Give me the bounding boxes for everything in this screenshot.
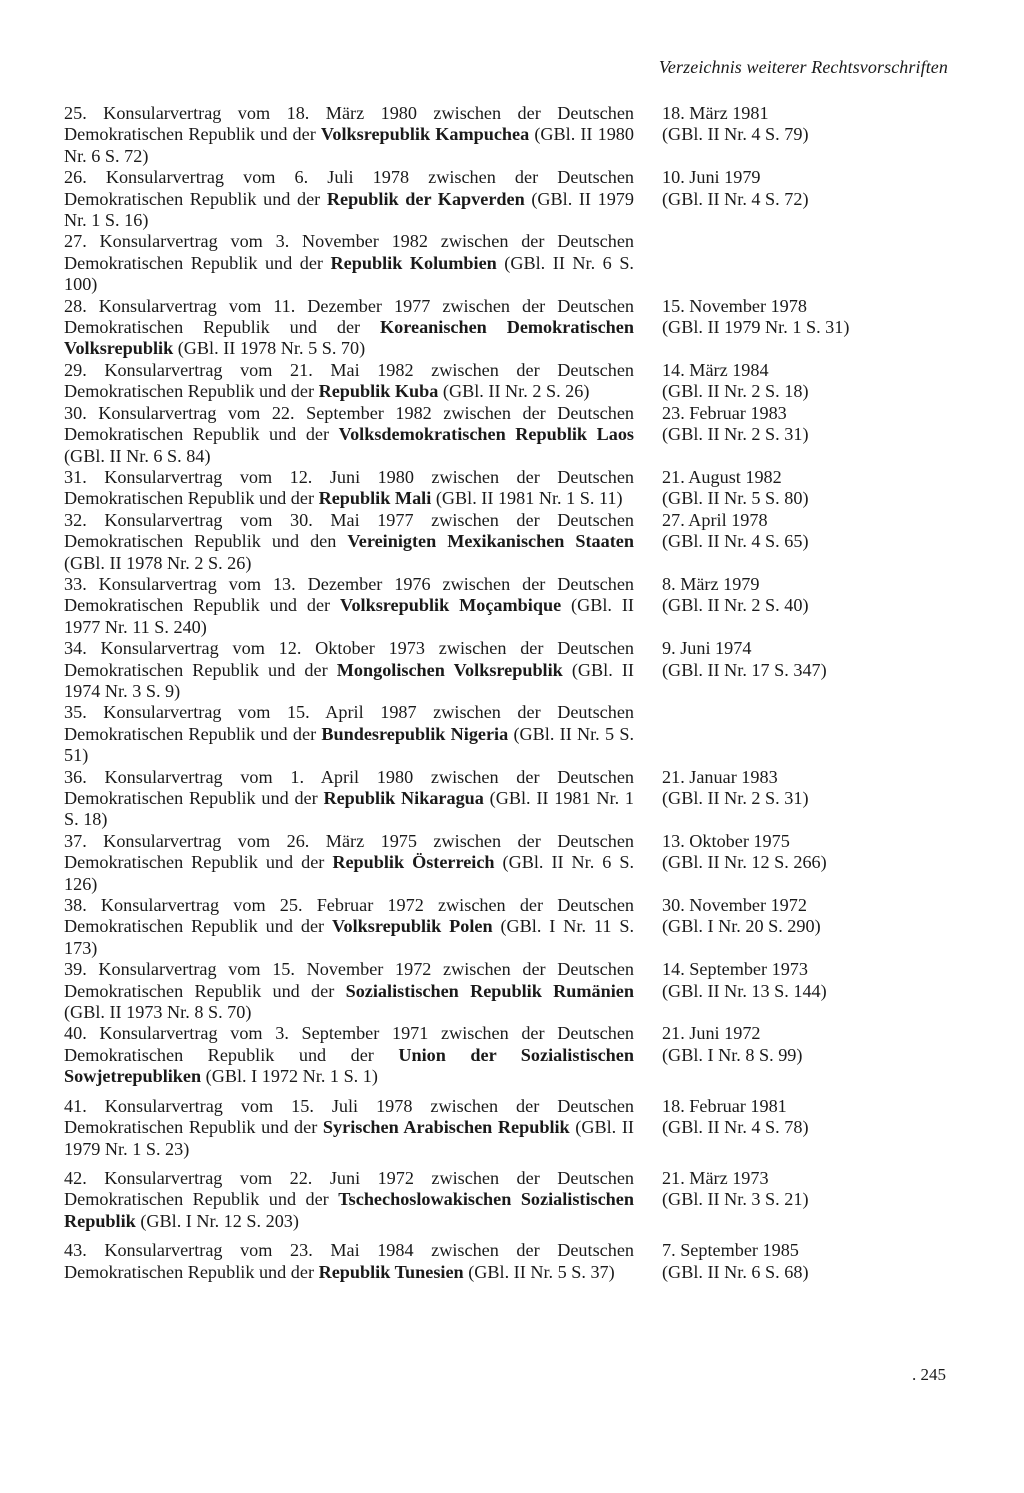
treaty-partner: Mongolischen Volksrepublik — [336, 659, 563, 680]
effective-date: 18. März 1981 — [662, 103, 769, 123]
list-item — [64, 231, 944, 295]
list-item — [64, 895, 944, 959]
treaty-partner: Volksrepublik Moçambique — [340, 595, 562, 616]
effective-date: 21. Januar 1983 — [662, 766, 778, 787]
effective-date: 27. April 1978 — [662, 509, 768, 530]
entry-into-force — [662, 959, 902, 1023]
effective-date: 14. September 1973 — [662, 959, 808, 980]
treaty-partner: Bundesrepublik Nigeria — [321, 723, 509, 744]
treaty-partner: Republik der Kapverden — [326, 188, 525, 209]
gazette-reference: (GBl. II Nr. 17 S. 347) — [662, 659, 827, 680]
page-number: . 245 — [912, 1365, 946, 1384]
entry-into-force — [662, 702, 902, 766]
gazette-reference: (GBl. II Nr. 13 S. 144) — [662, 980, 827, 1001]
gazette-reference: (GBl. II Nr. 4 S. 78) — [662, 1117, 809, 1138]
list-item — [64, 360, 944, 403]
list-item — [64, 167, 944, 231]
treaty-description: 26. Konsularvertrag vom 6. Juli 1978 zwischen der Deutschen Demokratischen Republik und der Republik der Kapverden (GBl. II 1979 Nr. 1 S. 16) — [64, 167, 634, 231]
effective-date: 7. September 1985 — [662, 1240, 799, 1261]
treaty-description: 41. Konsularvertrag vom 15. Juli 1978 zwischen der Deutschen Demokratischen Republik und der Syrischen Arabischen Republik (GBl. II 1979 Nr. 1 S. 23) — [64, 1095, 634, 1159]
gazette-reference: (GBl. II Nr. 5 S. 80) — [662, 488, 809, 509]
effective-date: 30. November 1972 — [662, 895, 807, 916]
effective-date: 13. Oktober 1975 — [662, 830, 790, 851]
gazette-reference: (GBl. I Nr. 8 S. 99) — [662, 1044, 803, 1065]
treaty-partner: Republik Kuba — [318, 381, 439, 402]
gazette-reference: (GBl. II Nr. 3 S. 21) — [662, 1189, 809, 1210]
effective-date: 21. Juni 1972 — [662, 1023, 761, 1044]
entry-into-force — [662, 1096, 902, 1160]
gazette-reference: (GBl. II Nr. 2 S. 31) — [662, 424, 809, 445]
treaty-partner: Volksrepublik Kampuchea — [320, 124, 530, 145]
treaty-description: 36. Konsularvertrag vom 1. April 1980 zwischen der Deutschen Demokratischen Republik und der Republik Nikaragua (GBl. II 1981 Nr. 1 S. 18) — [64, 766, 634, 830]
gazette-reference: (GBl. II Nr. 12 S. 266) — [662, 852, 827, 873]
treaty-partner: Vereinigten Mexikanischen Staaten — [347, 531, 634, 552]
entry-into-force — [662, 296, 902, 360]
entry-into-force — [662, 360, 902, 403]
list-item — [64, 574, 944, 638]
treaty-list — [64, 103, 944, 1283]
effective-date: 23. Februar 1983 — [662, 402, 787, 423]
effective-date: 21. August 1982 — [662, 466, 782, 487]
treaty-description: 33. Konsularvertrag vom 13. Dezember 1976 zwischen der Deutschen Demokratischen Republik und der Volksrepublik Moçambique (GBl. II 1977 Nr. 11 S. 240) — [64, 573, 634, 637]
treaty-description: 32. Konsularvertrag vom 30. Mai 1977 zwischen der Deutschen Demokratischen Republik und den Vereinigten Mexikanischen Staaten (GBl. II 1978 Nr. 2 S. 26) — [64, 509, 634, 573]
treaty-partner: Volksrepublik Polen — [332, 916, 493, 937]
list-item — [64, 103, 944, 167]
effective-date: 14. März 1984 — [662, 359, 769, 380]
list-item — [64, 1168, 944, 1232]
treaty-partner: Republik Mali — [318, 488, 432, 509]
treaty-description: 29. Konsularvertrag vom 21. Mai 1982 zwischen der Deutschen Demokratischen Republik und der Republik Kuba (GBl. II Nr. 2 S. 26) — [64, 359, 634, 402]
treaty-description: 25. Konsularvertrag vom 18. März 1980 zwischen der Deutschen Demokratischen Republik und der Volksrepublik Kampuchea (GBl. II 1980 Nr. 6 S. 72) — [64, 103, 634, 166]
treaty-partner: Republik Nikaragua — [323, 788, 484, 808]
gazette-reference: (GBl. II Nr. 6 S. 68) — [662, 1261, 809, 1282]
treaty-partner: Tschechoslowakischen Sozialistischen Republik — [64, 1189, 634, 1231]
gazette-reference: (GBl. II Nr. 4 S. 65) — [662, 531, 809, 552]
treaty-partner: Union der Sozialistischen Sowjetrepubliken — [64, 1044, 634, 1087]
list-item — [64, 959, 944, 1023]
effective-date: 15. November 1978 — [662, 295, 807, 316]
treaty-description: 43. Konsularvertrag vom 23. Mai 1984 zwischen der Deutschen Demokratischen Republik und der Republik Tunesien (GBl. II Nr. 5 S. 37) — [64, 1240, 634, 1282]
treaty-partner: Republik Tunesien — [318, 1261, 464, 1282]
gazette-reference: (GBl. II Nr. 2 S. 31) — [662, 788, 809, 808]
entry-into-force — [662, 1023, 902, 1087]
treaty-partner: Volksdemokratischen Republik Laos — [338, 424, 634, 445]
list-item — [64, 296, 944, 360]
gazette-reference: (GBl. II Nr. 2 S. 40) — [662, 595, 809, 616]
list-item — [64, 1023, 944, 1087]
list-item — [64, 510, 944, 574]
treaty-description: 37. Konsularvertrag vom 26. März 1975 zwischen der Deutschen Demokratischen Republik und der Republik Österreich (GBl. II Nr. 6 S. 126) — [64, 830, 634, 894]
gazette-reference: (GBl. I Nr. 20 S. 290) — [662, 916, 821, 937]
running-header: Verzeichnis weiterer Rechtsvorschriften — [658, 57, 948, 77]
entry-into-force — [662, 167, 902, 231]
entry-into-force — [662, 1240, 902, 1283]
treaty-description: 31. Konsularvertrag vom 12. Juni 1980 zwischen der Deutschen Demokratischen Republik und der Republik Mali (GBl. II 1981 Nr. 1 S. 11) — [64, 466, 634, 509]
entry-into-force — [662, 467, 902, 510]
gazette-reference: (GBl. II Nr. 2 S. 18) — [662, 381, 809, 402]
treaty-description: 40. Konsularvertrag vom 3. September 1971 zwischen der Deutschen Demokratischen Republik und der Union der Sozialistischen Sowjetrepubliken (GBl. I 1972 Nr. 1 S. 1) — [64, 1023, 634, 1087]
treaty-description: 39. Konsularvertrag vom 15. November 1972 zwischen der Deutschen Demokratischen Republik und der Sozialistischen Republik Rumänien (GBl. II 1973 Nr. 8 S. 70) — [64, 959, 634, 1023]
entry-into-force — [662, 510, 902, 574]
treaty-description: 30. Konsularvertrag vom 22. September 1982 zwischen der Deutschen Demokratischen Republik und der Volksdemokratischen Republik Laos (GBl. II Nr. 6 S. 84) — [64, 402, 634, 466]
entry-into-force — [662, 895, 902, 959]
gazette-reference: (GBl. II Nr. 4 S. 72) — [662, 188, 809, 209]
list-item — [64, 638, 944, 702]
effective-date: 10. Juni 1979 — [662, 167, 761, 188]
list-item — [64, 403, 944, 467]
effective-date: 9. Juni 1974 — [662, 638, 752, 659]
list-item — [64, 767, 944, 831]
entry-into-force — [662, 831, 902, 895]
list-item — [64, 1096, 944, 1160]
treaty-description: 38. Konsularvertrag vom 25. Februar 1972 zwischen der Deutschen Demokratischen Republik und der Volksrepublik Polen (GBl. I Nr. 11 S. 173) — [64, 895, 634, 958]
treaty-partner: Republik Kolumbien — [330, 252, 497, 273]
list-item — [64, 702, 944, 766]
list-item — [64, 1240, 944, 1283]
entry-into-force — [662, 638, 902, 702]
entry-into-force — [662, 767, 902, 831]
gazette-reference: (GBl. II Nr. 4 S. 79) — [662, 124, 809, 145]
entry-into-force — [662, 403, 902, 467]
treaty-description: 27. Konsularvertrag vom 3. November 1982 zwischen der Deutschen Demokratischen Republik und der Republik Kolumbien (GBl. II Nr. 6 S. 100) — [64, 231, 634, 295]
entry-into-force — [662, 574, 902, 638]
entry-into-force — [662, 231, 902, 295]
effective-date: 18. Februar 1981 — [662, 1095, 787, 1116]
treaty-description: 42. Konsularvertrag vom 22. Juni 1972 zwischen der Deutschen Demokratischen Republik und der Tschechoslowakischen Sozialistischen Republik (GBl. I Nr. 12 S. 203) — [64, 1167, 634, 1231]
treaty-partner: Sozialistischen Republik Rumänien — [345, 980, 634, 1001]
treaty-partner: Republik Österreich — [332, 852, 495, 873]
entry-into-force — [662, 103, 902, 167]
entry-into-force — [662, 1168, 902, 1232]
effective-date: 8. März 1979 — [662, 573, 760, 594]
gazette-reference: (GBl. II 1979 Nr. 1 S. 31) — [662, 317, 850, 338]
treaty-description: 34. Konsularvertrag vom 12. Oktober 1973 zwischen der Deutschen Demokratischen Republik und der Mongolischen Volksrepublik (GBl. II 1974 Nr. 3 S. 9) — [64, 638, 634, 701]
effective-date: 21. März 1973 — [662, 1167, 769, 1188]
list-item — [64, 467, 944, 510]
treaty-partner: Koreanischen Demokratischen Volksrepublik — [64, 317, 634, 359]
treaty-partner: Syrischen Arabischen Republik — [322, 1117, 570, 1138]
list-item — [64, 831, 944, 895]
treaty-description: 35. Konsularvertrag vom 15. April 1987 zwischen der Deutschen Demokratischen Republik und der Bundesrepublik Nigeria (GBl. II Nr. 5 S. 51) — [64, 702, 634, 766]
treaty-description: 28. Konsularvertrag vom 11. Dezember 1977 zwischen der Deutschen Demokratischen Republik und der Koreanischen Demokratischen Volksrepublik (GBl. II 1978 Nr. 5 S. 70) — [64, 295, 634, 359]
